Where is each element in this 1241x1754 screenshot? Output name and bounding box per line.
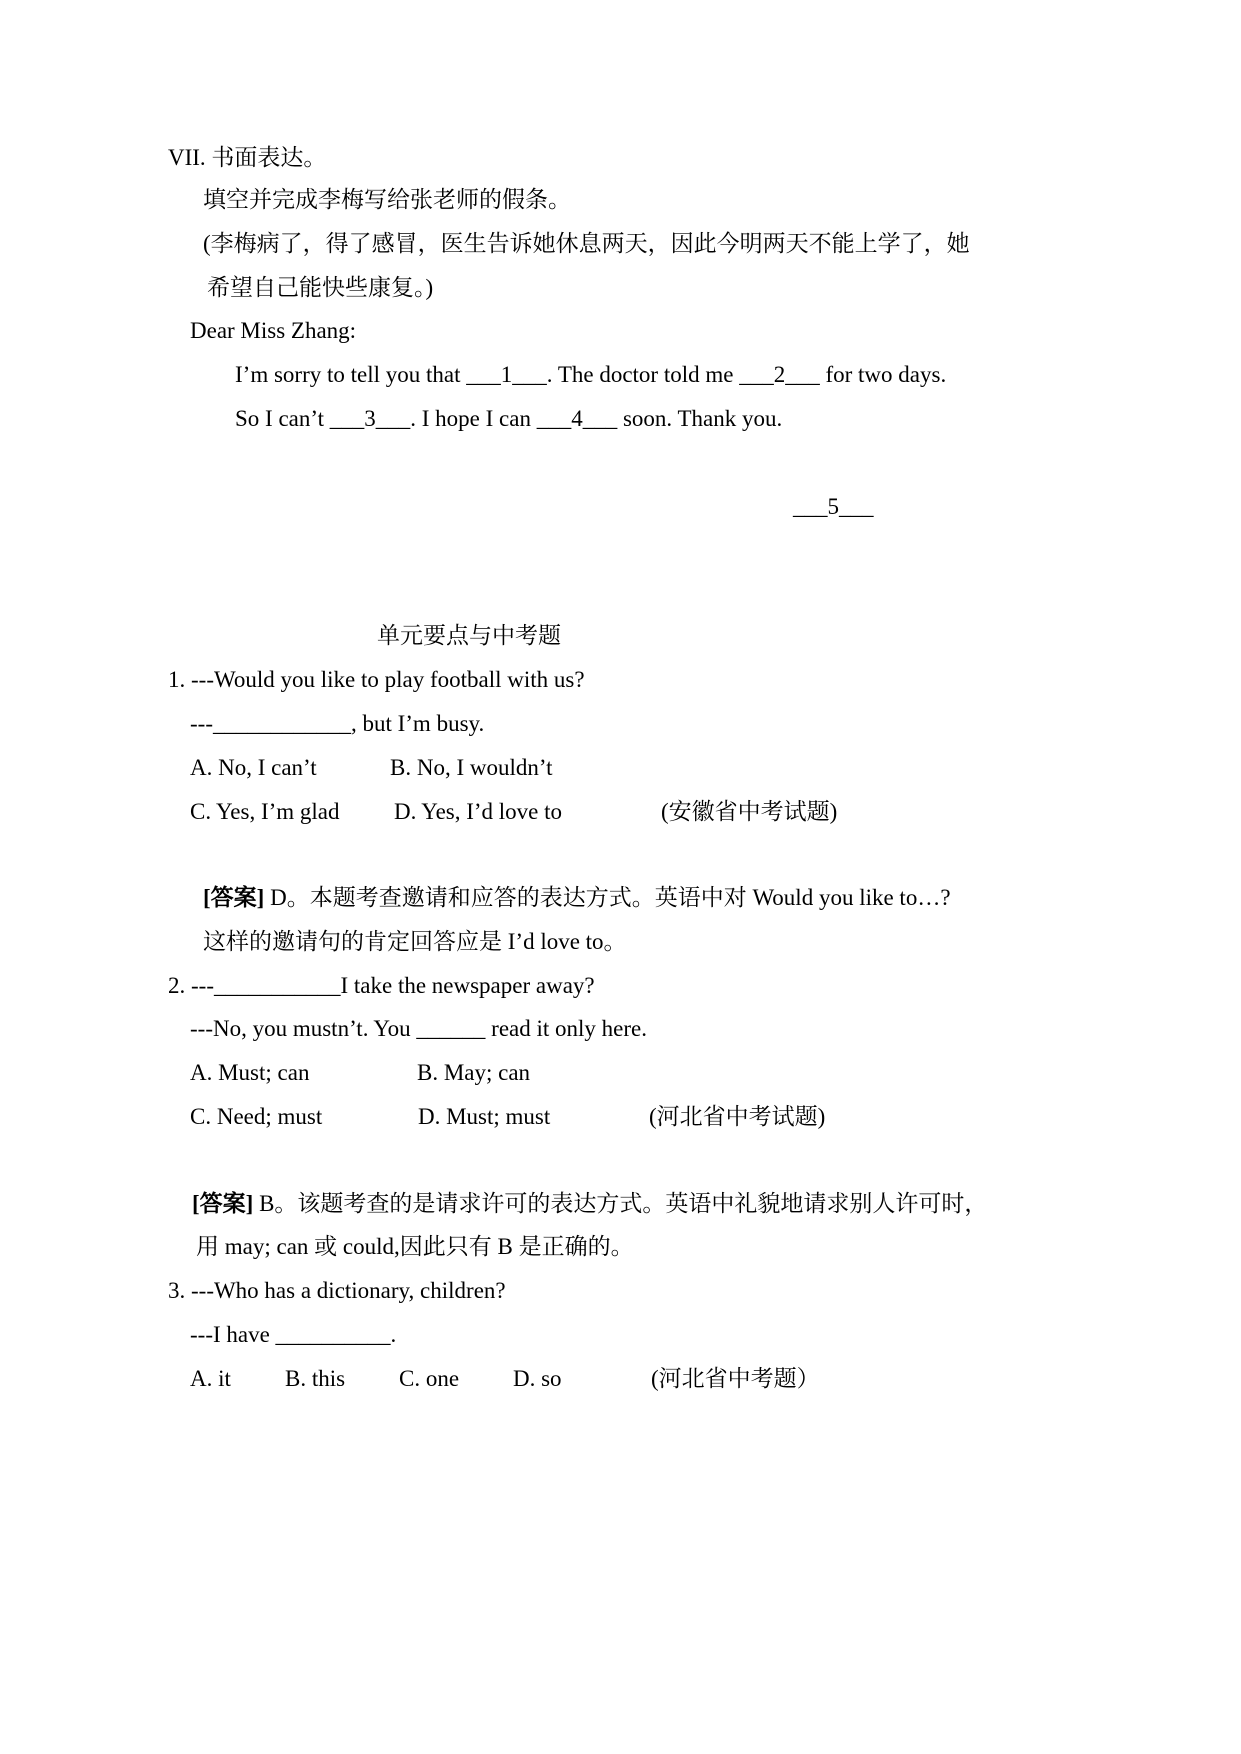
question-1-source: (安徽省中考试题) (661, 799, 838, 824)
question-2-option-b: B. May; can (417, 1060, 531, 1085)
question-3-stem: 3. ---Who has a dictionary, children? (168, 1278, 506, 1303)
context-line-2: 希望自己能快些康复。) (207, 275, 434, 300)
question-1-reply: ---____________, but I’m busy. (190, 711, 485, 736)
question-1-answer (203, 883, 951, 913)
letter-body-line-1: I’m sorry to tell you that ___1___. The doctor told me ___2___ for two days. (235, 362, 947, 387)
question-3-reply: ---I have __________. (190, 1322, 397, 1347)
question-2-stem: 2. ---___________I take the newspaper away? (168, 973, 595, 998)
letter-body-line-2: So I can’t ___3___. I hope I can ___4___ soon. Thank you. (235, 406, 783, 431)
question-2-answer (192, 1189, 987, 1219)
unit-title: 单元要点与中考题 (377, 623, 561, 648)
answer-label: [答案] (192, 1191, 254, 1216)
context-line-1: (李梅病了，得了感冒，医生告诉她休息两天，因此今明两天不能上学了，她 (203, 231, 970, 256)
answer-label: [答案] (203, 885, 265, 910)
question-2-reply: ---No, you mustn’t. You ______ read it only here. (190, 1016, 647, 1041)
question-2-option-d: D. Must; must (418, 1104, 551, 1129)
signature-blank: ___5___ (793, 494, 874, 519)
question-3-option-b: B. this (285, 1366, 346, 1391)
answer-text: B。该题考查的是请求许可的表达方式。英语中礼貌地请求别人许可时， (253, 1191, 988, 1216)
question-3-option-d: D. so (513, 1366, 562, 1391)
question-1-option-a: A. No, I can’t (190, 755, 317, 780)
letter-salutation: Dear Miss Zhang: (190, 318, 357, 343)
question-2-option-a: A. Must; can (190, 1060, 310, 1085)
section-instruction: 填空并完成李梅写给张老师的假条。 (203, 187, 571, 212)
question-1-option-d: D. Yes, I’d love to (394, 799, 563, 824)
question-3-option-c: C. one (399, 1366, 460, 1391)
question-1-stem: 1. ---Would you like to play football with us? (168, 667, 585, 692)
question-3-option-a: A. it (190, 1366, 231, 1391)
question-1-option-c: C. Yes, I’m glad (190, 799, 340, 824)
question-2-option-c: C. Need; must (190, 1104, 323, 1129)
question-2-source: (河北省中考试题) (649, 1104, 826, 1129)
question-2-answer-line-2: 用 may; can 或 could,因此只有 B 是正确的。 (196, 1234, 634, 1259)
question-3-source: (河北省中考题） (651, 1366, 820, 1391)
section-heading: VII. 书面表达。 (168, 145, 327, 170)
question-1-answer-line-2: 这样的邀请句的肯定回答应是 I’d love to。 (203, 929, 627, 954)
question-1-option-b: B. No, I wouldn’t (390, 755, 553, 780)
answer-text: D。本题考查邀请和应答的表达方式。英语中对 Would you like to…? (264, 885, 951, 910)
